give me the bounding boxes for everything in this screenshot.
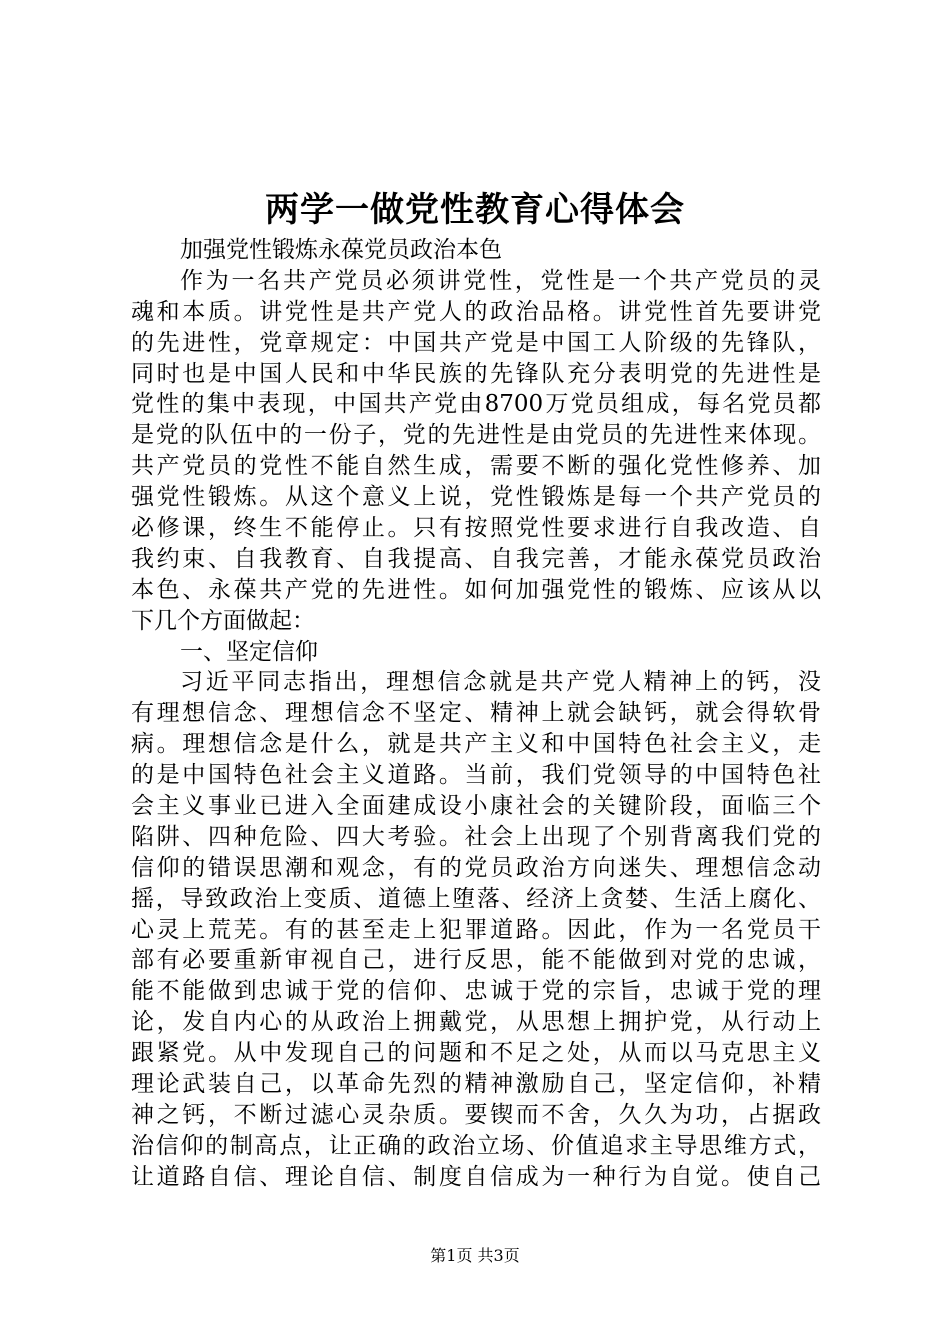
body-line: 共产党员的党性不能自然生成，需要不断的强化党性修养、加 <box>131 453 821 480</box>
document-body <box>131 235 821 1193</box>
body-line: 本色、永葆共产党的先进性。如何加强党性的锻炼、应该从以 <box>131 576 821 603</box>
page-footer: 第1页 共3页 <box>430 1246 520 1265</box>
body-line: 心灵上荒芜。有的甚至走上犯罪道路。因此，作为一名党员干 <box>131 916 821 943</box>
body-line: 能不能做到忠诚于党的信仰、忠诚于党的宗旨，忠诚于党的理 <box>131 978 821 1005</box>
body-line: 魂和本质。讲党性是共产党人的政治品格。讲党性首先要讲党 <box>131 298 821 325</box>
body-line: 的先进性，党章规定：中国共产党是中国工人阶级的先锋队， <box>131 329 821 356</box>
body-line: 论，发自内心的从政治上拥戴党，从思想上拥护党，从行动上 <box>131 1009 821 1036</box>
body-line: 摇，导致政治上变质、道德上堕落、经济上贪婪、生活上腐化、 <box>131 885 821 912</box>
body-line: 的是中国特色社会主义道路。当前，我们党领导的中国特色社 <box>131 762 821 789</box>
body-line: 同时也是中国人民和中华民族的先锋队充分表明党的先进性是 <box>131 360 821 387</box>
body-line: 让道路自信、理论自信、制度自信成为一种行为自觉。使自己 <box>131 1163 821 1190</box>
body-line: 一、坚定信仰 <box>180 638 318 665</box>
body-line: 下几个方面做起： <box>131 607 315 634</box>
body-line: 必修课，终生不能停止。只有按照党性要求进行自我改造、自 <box>131 515 821 542</box>
body-line: 神之钙，不断过滤心灵杂质。要锲而不舍，久久为功，占据政 <box>131 1101 821 1128</box>
body-line: 理论武装自己，以革命先烈的精神激励自己，坚定信仰，补精 <box>131 1071 821 1098</box>
body-line: 我约束、自我教育、自我提高、自我完善，才能永葆党员政治 <box>131 545 821 572</box>
body-line: 党性的集中表现，中国共产党由8700万党员组成，每名党员都 <box>131 391 821 418</box>
body-line: 会主义事业已进入全面建成设小康社会的关键阶段，面临三个 <box>131 793 821 820</box>
body-line: 跟紧党。从中发现自己的问题和不足之处，从而以马克思主义 <box>131 1040 821 1067</box>
document-title: 两学一做党性教育心得体会 <box>265 190 685 230</box>
body-line: 部有必要重新审视自己，进行反思，能不能做到对党的忠诚， <box>131 947 821 974</box>
body-line: 习近平同志指出，理想信念就是共产党人精神上的钙，没 <box>180 669 821 696</box>
body-line: 有理想信念、理想信念不坚定、精神上就会缺钙，就会得软骨 <box>131 700 821 727</box>
body-line: 是党的队伍中的一份子，党的先进性是由党员的先进性来体现。 <box>131 422 821 449</box>
body-line: 作为一名共产党员必须讲党性，党性是一个共产党员的灵 <box>180 267 821 294</box>
body-line: 信仰的错误思潮和观念，有的党员政治方向迷失、理想信念动 <box>131 854 821 881</box>
body-line: 病。理想信念是什么，就是共产主义和中国特色社会主义，走 <box>131 731 821 758</box>
body-line: 加强党性锻炼永葆党员政治本色 <box>180 237 502 263</box>
body-line: 强党性锻炼。从这个意义上说，党性锻炼是每一个共产党员的 <box>131 484 821 511</box>
body-line: 治信仰的制高点，让正确的政治立场、价值追求主导思维方式， <box>131 1132 821 1159</box>
body-line: 陷阱、四种危险、四大考验。社会上出现了个别背离我们党的 <box>131 823 821 850</box>
